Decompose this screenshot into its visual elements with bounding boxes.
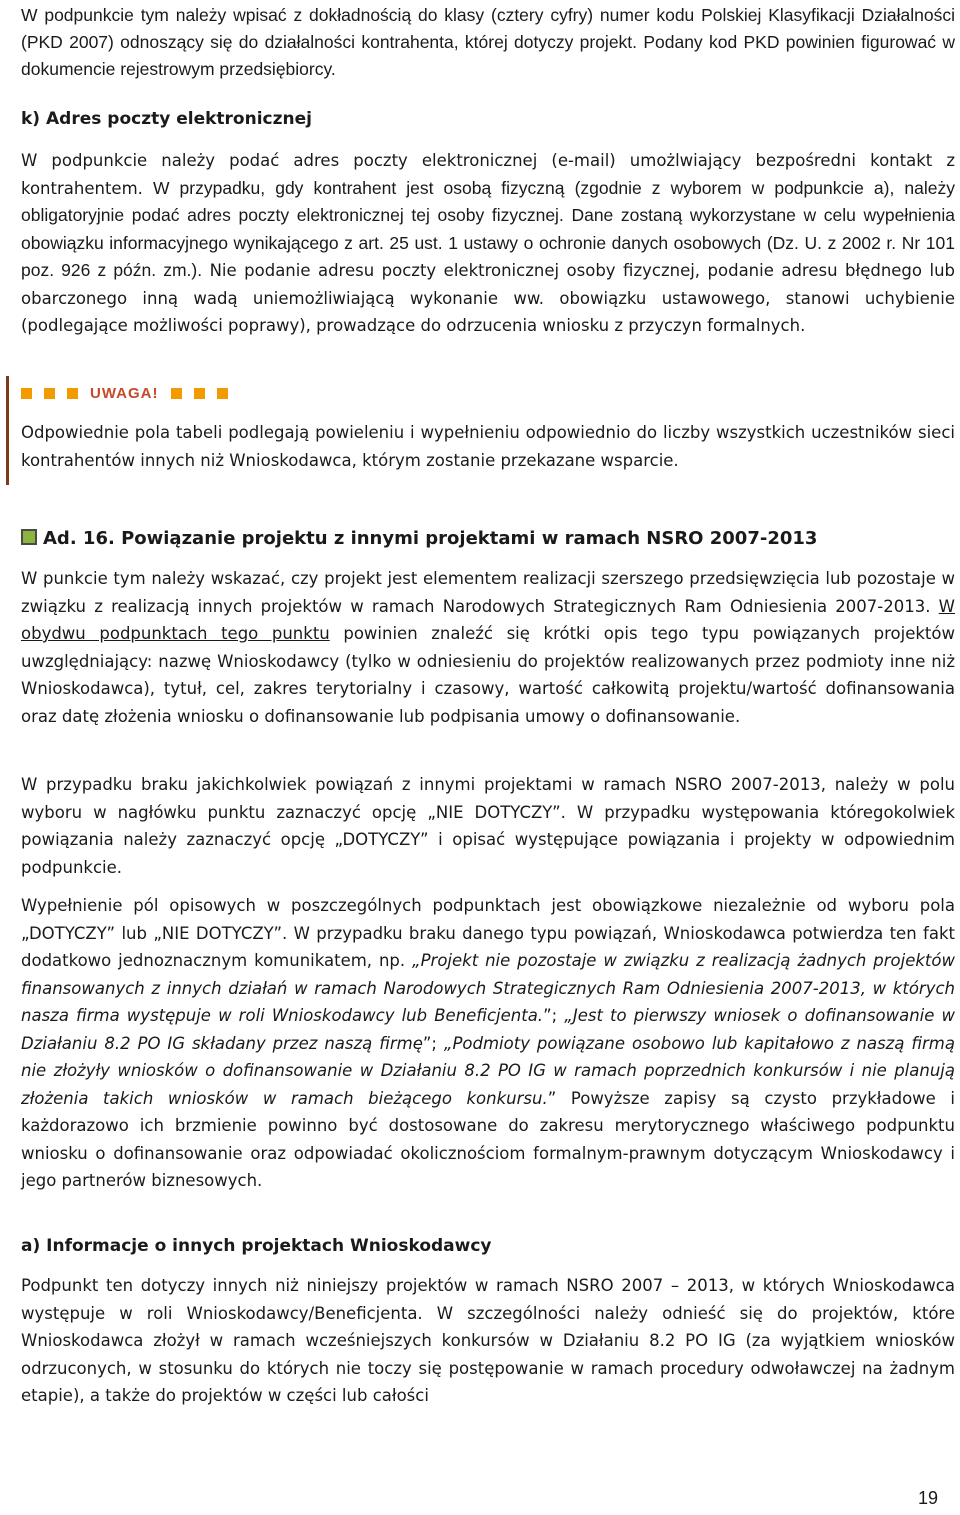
ad16-p1-underlined: W obydwu podpunktach tego punktu	[21, 596, 955, 643]
example-statement-1: „Projekt nie pozostaje w związku z realizacją żadnych projektów finansowanych z innych działań w ramach Narodowych Strategicznych Ram Odniesienia 2007-2013, w których nasza firma występuje w roli Wnioskodawcy lub Beneficjenta.	[21, 951, 955, 1025]
ad16-paragraph-2: W przypadku braku jakichkolwiek powiązań z innymi projektami w ramach NSRO 2007-2013, należy w polu wyboru w nagłówku punktu zaznaczyć opcję „NIE DOTYCZY”. W przypadku występowania któregokolwiek powiązania należy zaznaczyć opcję „DOTYCZY” i opisać występujące powiązania i projekty w odpowiednim podpunkcie.	[21, 775, 955, 877]
orange-square-icon	[171, 388, 182, 399]
uwaga-side-bar	[6, 376, 9, 485]
ad16-paragraph-3	[21, 892, 955, 1195]
ad16-number: Ad. 16.	[43, 528, 115, 549]
orange-square-icon	[21, 388, 32, 399]
ad16-p3-sep-1: ”;	[543, 1006, 565, 1025]
example-statement-2: „Jest to pierwszy wniosek o dofinansowanie w Działaniu 8.2 PO IG składany przez naszą firmę	[21, 1006, 955, 1053]
section-k-heading: k) Adres poczty elektronicznej	[21, 109, 312, 129]
section-k-text-b: W przypadku, gdy kontrahent jest osobą fizyczną (zgodnie z wyborem w podpunkcie a), należy obligatoryjnie podać adres poczty elektronicznej tej osoby fizycznej. Dane zostaną wykorzystane w celu wypełnienia obowiązku informacyjnego wynikającego z art. 25 ust. 1 ustawy o ochronie danych osobowych (Dz. U. z 2002 r. Nr 101 poz. 926 z późn. zm.).	[21, 177, 955, 280]
ad16-p1-a: W punkcie tym należy wskazać, czy projekt jest elementem realizacji szerszego przedsięwzięcia lub pozostaje w związku z realizacją innych projektów w ramach Narodowych Strategicznych Ram Odniesienia 2007-2013.	[21, 569, 955, 616]
section-k-text-c: Nie podanie adresu poczty elektronicznej osoby fizycznej, podanie adresu błędnego lub obarczonego inną wadą uniemożliwiającą wykonanie ww. obowiązku ustawowego, stanowi uchybienie (podlegające możliwości poprawy), prowadzące do odrzucenia wniosku z przyczyn formalnych.	[21, 261, 955, 335]
example-statement-3: „Podmioty powiązane osobowo lub kapitałowo z naszą firmą nie złożyły wniosków o dofinansowanie w Działaniu 8.2 PO IG w ramach poprzednich konkursów i nie planują złożenia takich wniosków w ramach bieżącego konkursu.	[21, 1033, 955, 1108]
ad16-p1-b: powinien znaleźć się krótki opis tego typu powiązanych projektów uwzględniający: nazwę Wnioskodawcy (tylko w odniesieniu do projektów realizowanych przez podmioty inne niż Wnioskodawca), tytuł, cel, zakres terytorialny i czasowy, wartość całkowitą projektu/wartość dofinansowania oraz datę złożenia wniosku o dofinansowanie lub podpisania umowy o dofinansowanie.	[21, 624, 955, 726]
ad16-paragraph-1	[21, 565, 955, 730]
ad16-title: Powiązanie projektu z innymi projektami w ramach NSRO 2007-2013	[114, 528, 818, 549]
ad16-p3-a: Wypełnienie pól opisowych w poszczególnych podpunktach jest obowiązkowe niezależnie od wyboru pola „DOTYCZY” lub „NIE DOTYCZY”. W przypadku braku danego typu powiązań, Wnioskodawca potwierdza ten fakt dodatkowo jednoznacznym komunikatem, np.	[21, 896, 955, 970]
ad16-p3-b: ” Powyższe zapisy są czysto przykładowe i każdorazowo ich brzmienie powinno być dostosowane do zakresu merytorycznego właściwego podpunktu wniosku o dofinansowanie oraz odpowiadać okolicznościom formalnym-prawnym dotyczącym Wnioskodawcy i jego partnerów biznesowych.	[21, 1088, 955, 1190]
section-a-heading: a) Informacje o innych projektach Wnioskodawcy	[21, 1236, 492, 1256]
section-a-paragraph: Podpunkt ten dotyczy innych niż niniejszy projektów w ramach NSRO 2007 – 2013, w których Wnioskodawca występuje w roli Wnioskodawcy/Beneficjenta. W szczególności należy odnieść się do projektów, które Wnioskodawca złożył w ramach wcześniejszych konkursów w Działaniu 8.2 PO IG (za wyjątkiem wniosków odrzuconych, w stosunku do których nie toczy się postępowanie w ramach procedury odwoławczej na żadnym etapie), a także do projektów w części lub całości	[21, 1276, 955, 1405]
page-number: 19	[917, 1488, 938, 1508]
pkd-paragraph: W podpunkcie tym należy wpisać z dokładnością do klasy (cztery cyfry) numer kodu Polskiej Klasyfikacji Działalności (PKD 2007) odnoszący się do działalności kontrahenta, której dotyczy projekt. Podany kod PKD powinien figurować w dokumencie rejestrowym przedsiębiorcy.	[21, 5, 955, 79]
uwaga-banner	[21, 382, 240, 404]
orange-square-icon	[217, 388, 228, 399]
orange-square-icon	[44, 388, 55, 399]
ad16-p3-sep-2: ”;	[422, 1033, 444, 1053]
orange-square-icon	[67, 388, 78, 399]
ad16-heading	[21, 525, 955, 553]
uwaga-label: UWAGA!	[90, 384, 159, 402]
uwaga-text: Odpowiednie pola tabeli podlegają powieleniu i wypełnieniu odpowiednio do liczby wszystkich uczestników sieci kontrahentów innych niż Wnioskodawca, którym zostanie przekazane wsparcie.	[21, 423, 955, 470]
section-k-text-a: W podpunkcie należy podać adres poczty elektronicznej (e-mail) umożlwiający bezpośredni kontakt z kontrahentem.	[21, 151, 955, 198]
orange-square-icon	[194, 388, 205, 399]
green-square-icon	[21, 529, 37, 545]
section-k-paragraph	[21, 147, 955, 340]
